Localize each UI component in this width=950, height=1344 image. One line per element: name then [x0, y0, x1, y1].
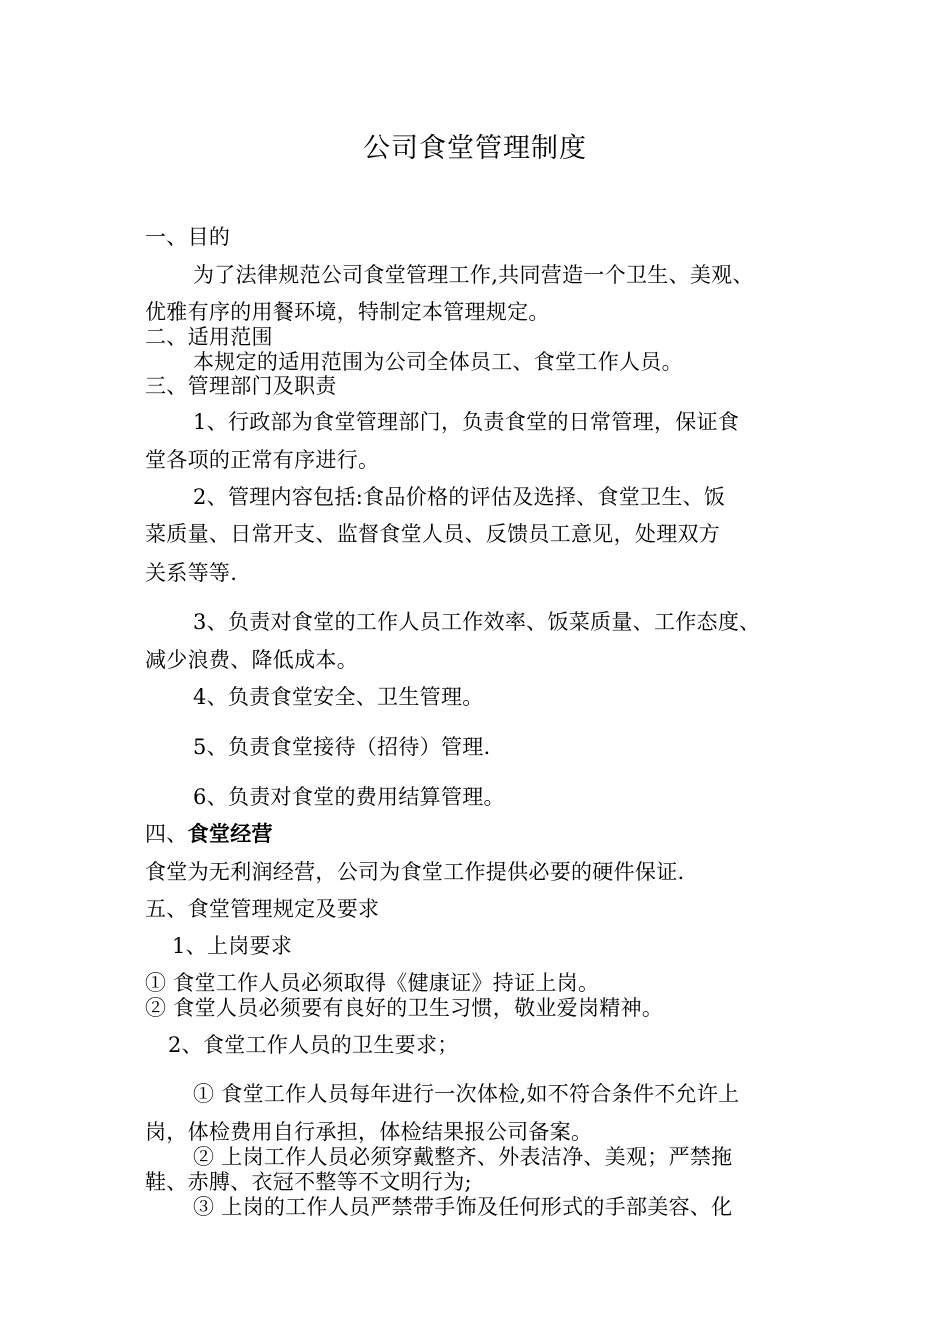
- section-heading-4: [145, 821, 273, 847]
- sub-heading: 2、食堂工作人员的卫生要求；: [168, 1033, 459, 1057]
- section-heading-5: 五、食堂管理规定及要求: [145, 897, 380, 921]
- sub-heading: 1、上岗要求: [172, 934, 293, 958]
- paragraph-line: 食堂为无利润经营，公司为食堂工作提供必要的硬件保证.: [145, 860, 685, 884]
- paragraph-line: 岗，体检费用自行承担，体检结果报公司备案。: [145, 1120, 593, 1144]
- paragraph-line: 本规定的适用范围为公司全体员工、食堂工作人员。: [193, 350, 683, 374]
- paragraph-line: 4、负责食堂安全、卫生管理。: [193, 685, 484, 709]
- document-title: 公司食堂管理制度: [363, 133, 587, 164]
- paragraph-line: 优雅有序的用餐环境，特制定本管理规定。: [145, 300, 550, 324]
- list-item: ② 上岗工作人员必须穿戴整齐、外表洁净、美观；严禁拖: [193, 1145, 733, 1169]
- section-heading-2: 二、适用范围: [145, 325, 273, 349]
- paragraph-line: 1、行政部为食堂管理部门，负责食堂的日常管理，保证食: [193, 410, 740, 434]
- section-title-bold: 食堂经营: [187, 821, 273, 846]
- paragraph-line: 关系等等.: [145, 561, 238, 585]
- list-item: ② 食堂人员必须要有良好的卫生习惯，敬业爱岗精神。: [145, 996, 664, 1020]
- paragraph-line: 鞋、赤膊、衣冠不整等不文明行为;: [145, 1170, 472, 1194]
- paragraph-line: 6、负责对食堂的费用结算管理。: [193, 785, 505, 809]
- section-heading-3: 三、管理部门及职责: [145, 374, 337, 398]
- paragraph-line: 5、负责食堂接待（招待）管理.: [193, 735, 491, 759]
- paragraph-line: 3、负责对食堂的工作人员工作效率、饭菜质量、工作态度、: [193, 610, 761, 634]
- section-number: 四、: [145, 822, 188, 846]
- section-heading-1: 一、目的: [145, 225, 231, 249]
- list-item: ③ 上岗的工作人员严禁带手饰及任何形式的手部美容、化: [193, 1195, 733, 1219]
- paragraph-line: 为了法律规范公司食堂管理工作,共同营造一个卫生、美观、: [193, 263, 754, 287]
- paragraph-line: 2、管理内容包括:食品价格的评估及选择、食堂卫生、饭: [193, 485, 726, 509]
- paragraph-line: 减少浪费、降低成本。: [145, 648, 358, 672]
- list-item: ① 食堂工作人员必须取得《健康证》持证上岗。: [145, 971, 600, 995]
- paragraph-line: 堂各项的正常有序进行。: [145, 448, 380, 472]
- list-item: ① 食堂工作人员每年进行一次体检,如不符合条件不允许上: [193, 1082, 740, 1106]
- paragraph-line: 菜质量、日常开支、监督食堂人员、反馈员工意见，处理双方: [145, 522, 721, 546]
